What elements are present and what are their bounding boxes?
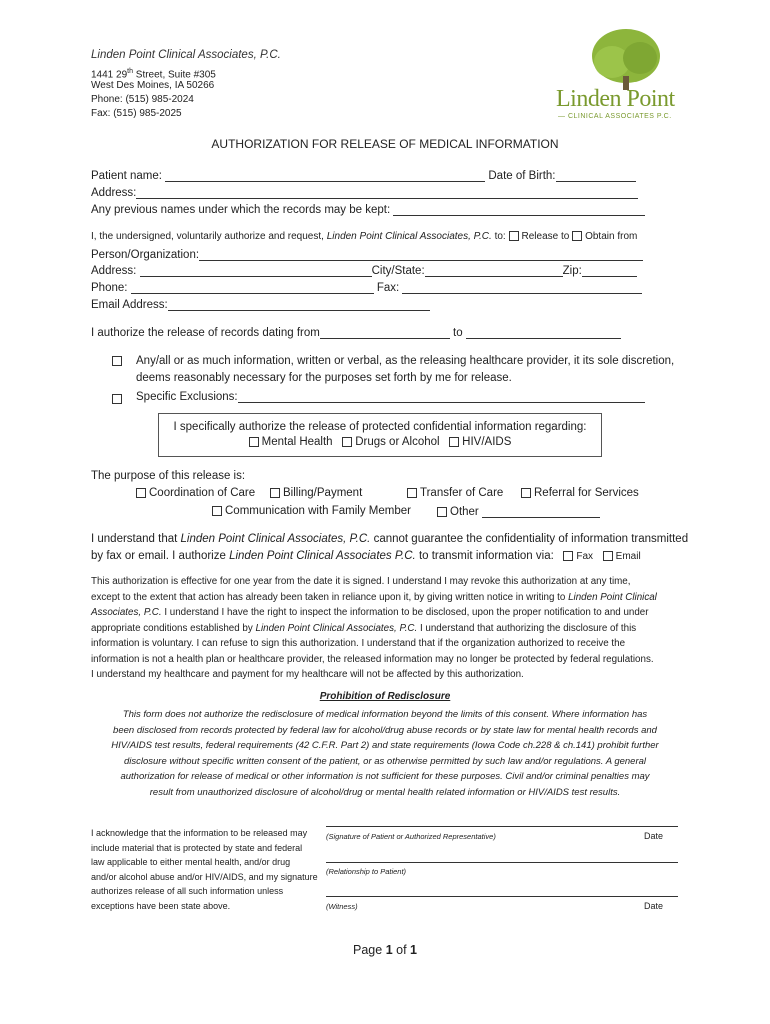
page-number: Page 1 of 1 xyxy=(353,943,417,957)
prohibition-title: Prohibition of Redisclosure xyxy=(319,691,451,702)
exclusions-field[interactable] xyxy=(238,390,645,403)
logo-subtext: — CLINICAL ASSOCIATES P.C. xyxy=(558,113,672,120)
effective-paragraph: This authorization is effective for one year from the date it is signed. I understand I may revoke this authorization at any time, except to the extent that action has already been taken in reliance upon it, by giving written notice in writing to Linden Point Clinical Associates, P.C. I understand I have the right to inspect the information to be disclosed, upon the proper notification to and under appropriate conditions established by Linden Point Clinical Associates, P.C. I understand that authorizing the disclosure of this information is voluntary. I can refuse to sign this authorization. I understand that if the organization authorized to receive the information is not a health plan or healthcare provider, the released information may no longer be protected by federal regulations. I understand my healthcare and payment for my healthcare will not be affected by this authorization. xyxy=(91,576,657,680)
relationship-line[interactable] xyxy=(326,862,678,863)
fax: Fax: (515) 985-2025 xyxy=(91,108,182,119)
confidentiality-line-2: by fax or email. I authorize Linden Point Clinical Associates P.C. to transmit information via: Fax Email xyxy=(91,550,641,562)
release-checkbox[interactable] xyxy=(509,231,519,241)
prev-names-row: Any previous names under which the records may be kept: xyxy=(91,203,645,216)
exclusions-checkbox[interactable] xyxy=(112,390,125,408)
date-from-field[interactable] xyxy=(320,326,450,339)
exclusions-row: Specific Exclusions: xyxy=(136,390,645,403)
dob-field[interactable] xyxy=(556,169,636,182)
prev-names-field[interactable] xyxy=(393,203,645,216)
address-line-1: 1441 29th Street, Suite #305 xyxy=(91,68,216,81)
person-org-field[interactable] xyxy=(199,248,643,261)
city-field[interactable] xyxy=(425,264,563,277)
fax-checkbox[interactable] xyxy=(563,551,573,561)
purpose-label: The purpose of this release is: xyxy=(91,470,246,482)
email-checkbox[interactable] xyxy=(603,551,613,561)
purpose-coordination[interactable]: Coordination of Care xyxy=(136,487,255,499)
org-name: Linden Point Clinical Associates, P.C. xyxy=(91,49,281,61)
logo-text: Linden Point xyxy=(556,86,675,112)
protected-info-box xyxy=(158,413,602,457)
signature-label: (Signature of Patient or Authorized Representative) xyxy=(326,832,496,841)
patient-name-row: Patient name: Date of Birth: xyxy=(91,169,636,182)
signature-line[interactable] xyxy=(326,826,678,827)
protected-text: I specifically authorize the release of protected confidential information regarding: xyxy=(173,421,587,433)
patient-name-field[interactable] xyxy=(165,169,485,182)
date-label-2: Date xyxy=(644,901,664,911)
person-address-field[interactable] xyxy=(140,264,372,277)
patient-address-row: Address: xyxy=(91,186,638,199)
any-all-text: Any/all or as much information, written or verbal, as the releasing healthcare provider, it its sole discretion, deems reasonably necessary for the purposes set forth by me for release. xyxy=(136,355,675,384)
purpose-referral[interactable]: Referral for Services xyxy=(521,487,639,499)
patient-address-field[interactable] xyxy=(136,186,638,199)
mental-health-checkbox[interactable] xyxy=(249,437,259,447)
witness-label: (Witness) xyxy=(326,902,358,911)
person-address-row: Address: City/State: Zip: xyxy=(91,264,637,277)
logo xyxy=(552,24,702,124)
person-email-row: Email Address: xyxy=(91,298,430,311)
person-email-field[interactable] xyxy=(168,298,430,311)
authorize-intro: I, the undersigned, voluntarily authorize and request, Linden Point Clinical Associates, P.C. to: Release to Obtain from xyxy=(91,231,638,242)
drugs-alcohol-checkbox[interactable] xyxy=(342,437,352,447)
date-to-field[interactable] xyxy=(466,326,621,339)
relationship-label: (Relationship to Patient) xyxy=(326,867,407,876)
address-line-2: West Des Moines, IA 50266 xyxy=(91,80,215,91)
person-phone-row: Phone: Fax: xyxy=(91,281,642,294)
person-org-row: Person/Organization: xyxy=(91,248,643,261)
phone: Phone: (515) 985-2024 xyxy=(91,94,194,105)
person-fax-field[interactable] xyxy=(402,281,642,294)
zip-field[interactable] xyxy=(582,264,637,277)
date-label-1: Date xyxy=(644,831,664,841)
form-title: AUTHORIZATION FOR RELEASE OF MEDICAL INFORMATION xyxy=(211,137,559,151)
prohibition-paragraph: This form does not authorize the redisclosure of medical information beyond the limits of this consent. Where information has been disclosed from records protected by federal law for alcohol/drug abuse records or by state law for mental health records and HIV/AIDS test results, federal requirements (42 C.F.R. Part 2) and state requirements (Iowa Code ch.228 & ch.141) prohibit further disclosure without specific written consent of the patient, or as otherwise permitted by such law and/or regulations. A general authorization for release of medical or other information is not sufficient for these purposes. Civil and/or criminal penalties may result from unauthorized disclosure of alcohol/drug or mental health related information or HIV/AIDS test results. xyxy=(111,709,659,798)
witness-line[interactable] xyxy=(326,896,678,897)
purpose-other[interactable]: Other xyxy=(437,505,600,518)
confidentiality-line-1: I understand that Linden Point Clinical Associates, P.C. cannot guarantee the confidentiality of information transmitted xyxy=(91,533,689,545)
purpose-transfer[interactable]: Transfer of Care xyxy=(407,487,503,499)
dating-row: I authorize the release of records dating from to xyxy=(91,326,621,339)
protected-options: Mental Health Drugs or Alcohol HIV/AIDS xyxy=(159,436,601,448)
other-field[interactable] xyxy=(482,505,600,518)
person-phone-field[interactable] xyxy=(131,281,374,294)
purpose-communication[interactable]: Communication with Family Member xyxy=(212,505,411,517)
obtain-checkbox[interactable] xyxy=(572,231,582,241)
hiv-aids-checkbox[interactable] xyxy=(449,437,459,447)
acknowledge-paragraph: I acknowledge that the information to be released may include material that is protected by state and federal law applicable to either mental health, and/or drug and/or alcohol abuse and/or HIV/AIDS, and my signature authorizes release of all such information unless exceptions have been state above. xyxy=(91,828,318,911)
any-all-checkbox[interactable] xyxy=(112,352,125,370)
purpose-billing[interactable]: Billing/Payment xyxy=(270,487,362,499)
